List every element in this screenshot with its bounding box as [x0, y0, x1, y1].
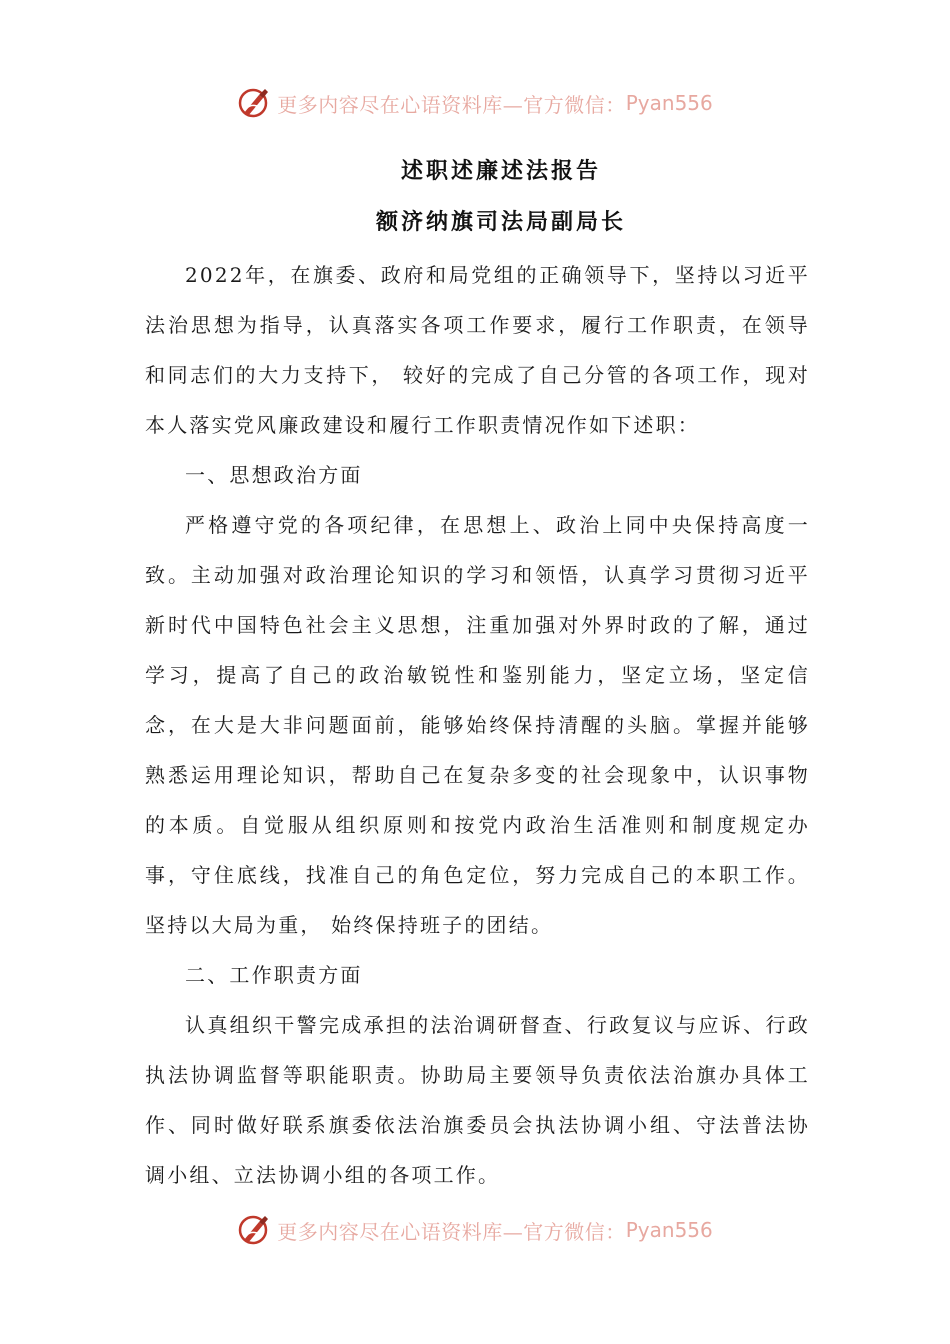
- watermark-footer: [0, 1210, 950, 1250]
- paragraph-political: 严格遵守党的各项纪律，在思想上、政治上同中央保持高度一致。主动加强对政治理论知识的学习和领悟，认真学习贯彻习近平新时代中国特色社会主义思想，注重加强对外界时政的了解，通过学习，提高了自己的政治敏锐性和鉴别能力，坚定立场，坚定信念，在大是大非问题面前，能够始终保持清醒的头脑。掌握并能够熟悉运用理论知识，帮助自己在复杂多变的社会现象中，认识事物的本质。自觉服从组织原则和按党内政治生活准则和制度规定办事，守住底线，找准自己的角色定位，努力完成自己的本职工作。坚持以大局为重， 始终保持班子的团结。: [145, 513, 810, 937]
- watermark-handle: Pyan556: [625, 91, 713, 115]
- section-heading-political: 一、思想政治方面: [185, 463, 363, 487]
- watermark-text: 更多内容尽在心语资料库—官方微信：: [277, 1219, 626, 1244]
- watermark-text: 更多内容尽在心语资料库—官方微信：: [277, 92, 626, 117]
- document-body: [145, 250, 810, 1200]
- paragraph-duties: 认真组织干警完成承担的法治调研督查、行政复议与应诉、行政执法协调监督等职能职责。协助局主要领导负责依法治旗办具体工作、同时做好联系旗委依法治旗委员会执法协调小组、守法普法协调小组、立法协调小组的各项工作。: [145, 1013, 810, 1187]
- watermark-handle: Pyan556: [625, 1218, 713, 1242]
- section-heading-duties: 二、工作职责方面: [185, 963, 363, 987]
- pen-logo-icon: [237, 1213, 271, 1247]
- document-subtitle: 额济纳旗司法局副局长: [375, 209, 626, 235]
- pen-logo-icon: [237, 86, 271, 120]
- document-title: 述职述廉述法报告: [400, 158, 601, 184]
- watermark-header: [0, 83, 950, 123]
- paragraph-intro: 2022年，在旗委、政府和局党组的正确领导下，坚持以习近平法治思想为指导，认真落实各项工作要求，履行工作职责，在领导和同志们的大力支持下， 较好的完成了自己分管的各项工作，现对本人落实党风廉政建设和履行工作职责情况作如下述职：: [145, 263, 810, 437]
